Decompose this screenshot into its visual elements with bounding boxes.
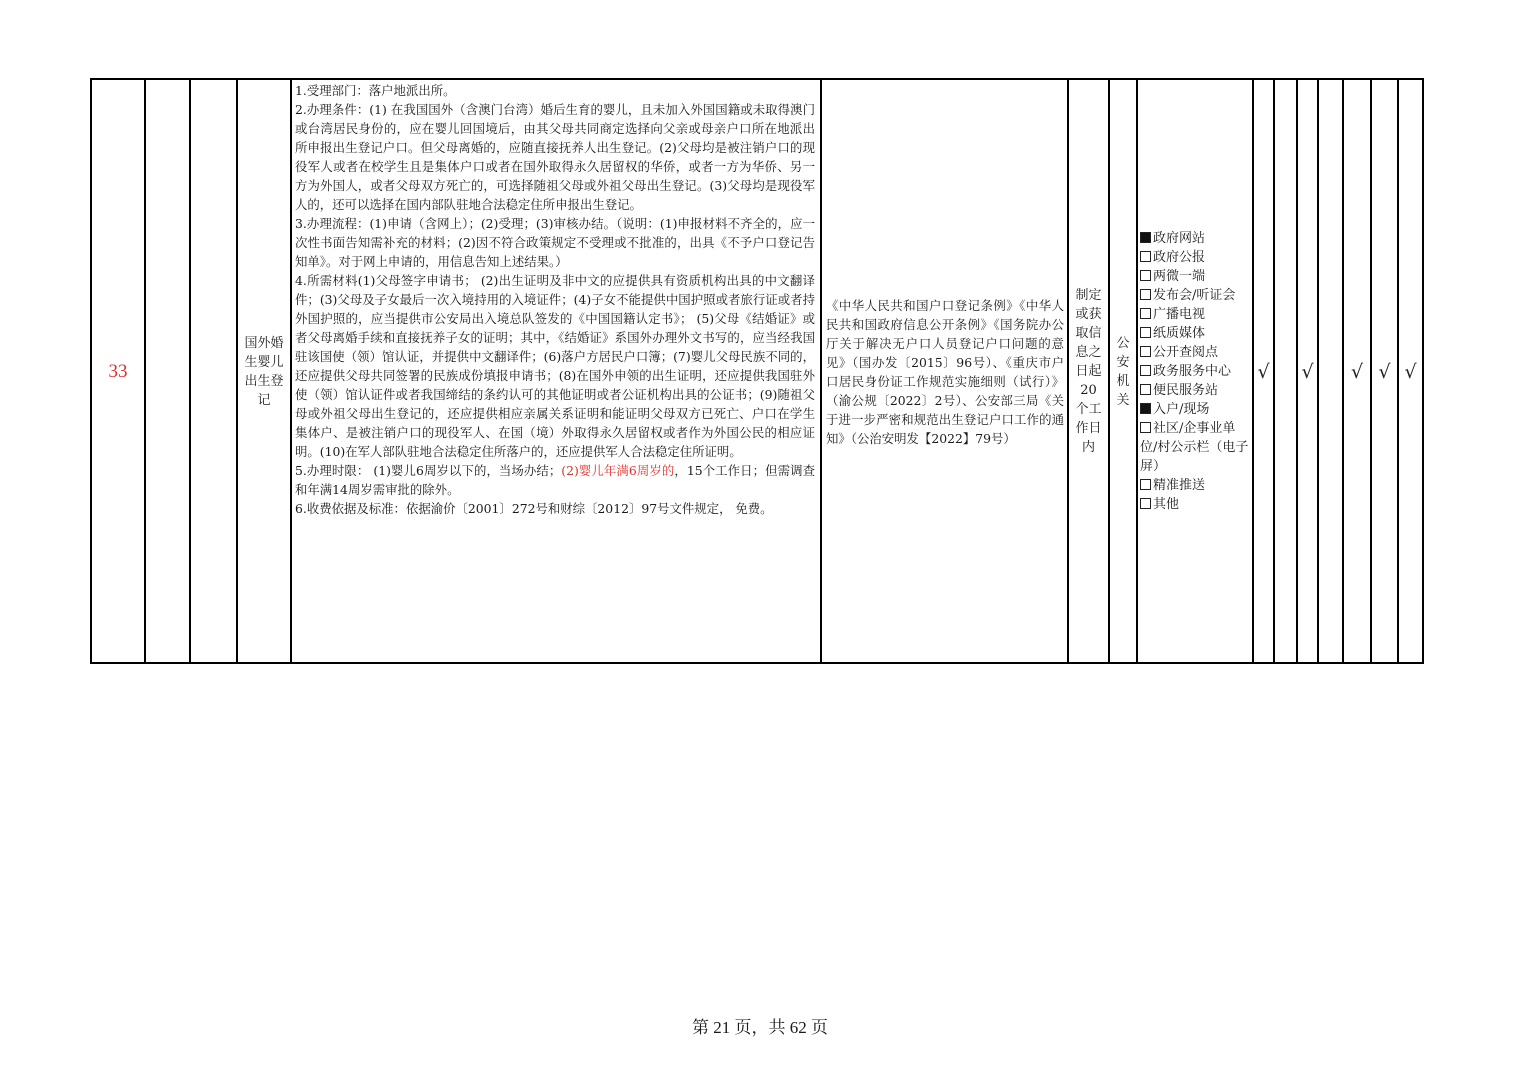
checkbox-icon bbox=[1140, 270, 1151, 281]
item-name: 国外婚生婴儿出生登记 bbox=[244, 335, 284, 408]
checkbox-icon bbox=[1140, 327, 1151, 338]
fee-paragraph: 6.收费依据及标准：依据渝价〔2001〕272号和财综〔2012〕97号文件规定， 免费。 bbox=[295, 501, 773, 516]
channel-item bbox=[1140, 419, 1250, 476]
channel-item bbox=[1140, 343, 1250, 362]
check-mark-icon: √ bbox=[1350, 360, 1364, 383]
disclosure-deadline bbox=[1069, 80, 1108, 663]
checkbox-icon bbox=[1140, 422, 1151, 433]
channel-label: 便民服务站 bbox=[1153, 383, 1219, 398]
channel-item bbox=[1140, 324, 1250, 343]
page-number: 第 21 页，共 62 页 bbox=[692, 1018, 828, 1037]
channel-item bbox=[1140, 362, 1250, 381]
check-cell bbox=[1298, 80, 1317, 663]
disclosure-subject bbox=[1110, 80, 1136, 663]
checkbox-icon bbox=[1140, 289, 1151, 300]
check-cell bbox=[1344, 80, 1370, 663]
time-limit-highlight: (2)婴儿年满6周岁的 bbox=[561, 463, 675, 478]
deadline-text: 制定或获取信息之日起20个工作日内 bbox=[1075, 288, 1102, 455]
legal-basis bbox=[823, 80, 1067, 663]
channel-item bbox=[1140, 305, 1250, 324]
check-cell bbox=[1254, 80, 1273, 663]
checkbox-icon bbox=[1140, 365, 1151, 376]
checkbox-icon bbox=[1140, 308, 1151, 319]
channel-item bbox=[1140, 400, 1250, 419]
channel-label: 入户/现场 bbox=[1153, 402, 1210, 417]
time-limit-suffix: ，15个工作日；但需调查和年满14周岁需审批的除外。 bbox=[295, 463, 815, 497]
channel-label: 社区/企事业单位/村公示栏（电子屏） bbox=[1140, 421, 1249, 474]
grid-line bbox=[1422, 78, 1424, 664]
grid-line bbox=[189, 78, 191, 664]
channel-label: 精准推送 bbox=[1153, 478, 1206, 493]
channel-item bbox=[1140, 495, 1250, 514]
row-index: 33 bbox=[108, 360, 128, 382]
channel-label: 政务服务中心 bbox=[1153, 364, 1232, 379]
channel-label: 广播电视 bbox=[1153, 307, 1206, 322]
channel-item bbox=[1140, 381, 1250, 400]
channel-label: 发布会/听证会 bbox=[1153, 288, 1236, 303]
time-limit-prefix: 5.办理时限： (1)婴儿6周岁以下的，当场办结； bbox=[295, 463, 562, 478]
content-paragraph: 2.办理条件：(1) 在我国国外（含澳门台湾）婚后生育的婴儿，且未加入外国国籍或未取得澳门或台湾居民身份的，应在婴儿回国境后，由其父母共同商定选择向父亲或母亲户口所在地派出所申报出生登记户口。但父母离婚的，应随直接抚养人出生登记。(2)父母均是被注销户口的现役军人或者在校学生且是集体户口或者在国外取得永久居留权的华侨，或者一方为华侨、另一方为外国人，或者父母双方死亡的，可选择随祖父母或外祖父母出生登记。(3)父母均是现役军人的，还可以选择在国内部队驻地合法稳定住所申报出生登记。 bbox=[295, 102, 815, 212]
check-cell bbox=[1275, 80, 1296, 663]
channel-label: 政府公报 bbox=[1153, 250, 1206, 265]
content-paragraph: 3.办理流程：(1)申请（含网上）；(2)受理；(3)审核办结。（说明：(1)申报材料不齐全的，应一次性书面告知需补充的材料；(2)因不符合政策规定不受理或不批准的，出具《不予户口登记告知单》。对于网上申请的，用信息告知上述结果。） bbox=[295, 216, 815, 269]
checkbox-icon bbox=[1140, 384, 1151, 395]
channel-item bbox=[1140, 229, 1250, 248]
channel-item bbox=[1140, 248, 1250, 267]
legal-basis-text: 《中华人民共和国户口登记条例》《中华人民共和国政府信息公开条例》《国务院办公厅关于解决无户口人员登记户口问题的意见》（国办发〔2015〕96号）、《重庆市户口居民身份证工作规范实施细则（试行）》（渝公规〔2022〕2号）、公安部三局《关于进一步严密和规范出生登记户口工作的通知》（公治安明发【2022】79号） bbox=[826, 297, 1064, 446]
check-mark-icon: √ bbox=[1257, 360, 1270, 383]
channel-label: 两微一端 bbox=[1153, 269, 1206, 284]
item-content bbox=[293, 80, 821, 663]
time-limit-paragraph bbox=[295, 461, 815, 499]
check-mark-icon: √ bbox=[1301, 360, 1314, 383]
channel-label: 纸质媒体 bbox=[1153, 326, 1206, 341]
disclosure-channels bbox=[1138, 80, 1252, 663]
subject-text: 公安机关 bbox=[1116, 335, 1130, 408]
grid-line bbox=[290, 78, 292, 664]
grid-line bbox=[144, 78, 146, 664]
check-cell bbox=[1319, 80, 1342, 663]
content-paragraph: 4.所需材料(1)父母签字申请书； (2)出生证明及非中文的应提供具有资质机构出具的中文翻译件；(3)父母及子女最后一次入境持用的入境证件；(4)子女不能提供中国护照或者旅行证或者持外国护照的，应当提供市公安局出入境总队签发的《中国国籍认定书》； (5)父母《结婚证》或者父母离婚手续和直接抚养子女的证明；其中，《结婚证》系国外办理外文书写的，应当经我国驻该国使（领）馆认证，并提供中文翻译件；(6)落户方居民户口簿；(7)婴儿父母民族不同的，还应提供父母共同签署的民族成份填报申请书；(8)在国外申领的出生证明，还应提供我国驻外使（领）馆认证件或者我国缔结的条约认可的其他证明或者公证机构出具的公证书；(9)随祖父母或外祖父母出生登记的，还应提供相应亲属关系证明和能证明父母双方已死亡、户口在学生集体户、是被注销户口的现役军人、在国（境）外取得永久居留权或者作为外国公民的相应证明。(10)在军人部队驻地合法稳定住所落户的，还应提供军人合法稳定住所证明。 bbox=[295, 273, 815, 459]
check-mark-icon: √ bbox=[1378, 360, 1391, 383]
checkbox-icon bbox=[1140, 232, 1151, 243]
checkbox-icon bbox=[1140, 498, 1151, 509]
content-paragraph: 1.受理部门：落户地派出所。 bbox=[295, 83, 456, 98]
check-cell bbox=[1399, 80, 1422, 663]
channel-item bbox=[1140, 267, 1250, 286]
check-cell bbox=[1372, 80, 1397, 663]
channel-label: 其他 bbox=[1153, 497, 1180, 512]
checkbox-icon bbox=[1140, 403, 1151, 414]
channel-label: 政府网站 bbox=[1153, 231, 1206, 246]
channel-item bbox=[1140, 286, 1250, 305]
checkbox-icon bbox=[1140, 346, 1151, 357]
checkbox-icon bbox=[1140, 251, 1151, 262]
channel-item bbox=[1140, 476, 1250, 495]
channel-label: 公开查阅点 bbox=[1153, 345, 1219, 360]
check-mark-icon: √ bbox=[1404, 360, 1417, 383]
checkbox-icon bbox=[1140, 479, 1151, 490]
